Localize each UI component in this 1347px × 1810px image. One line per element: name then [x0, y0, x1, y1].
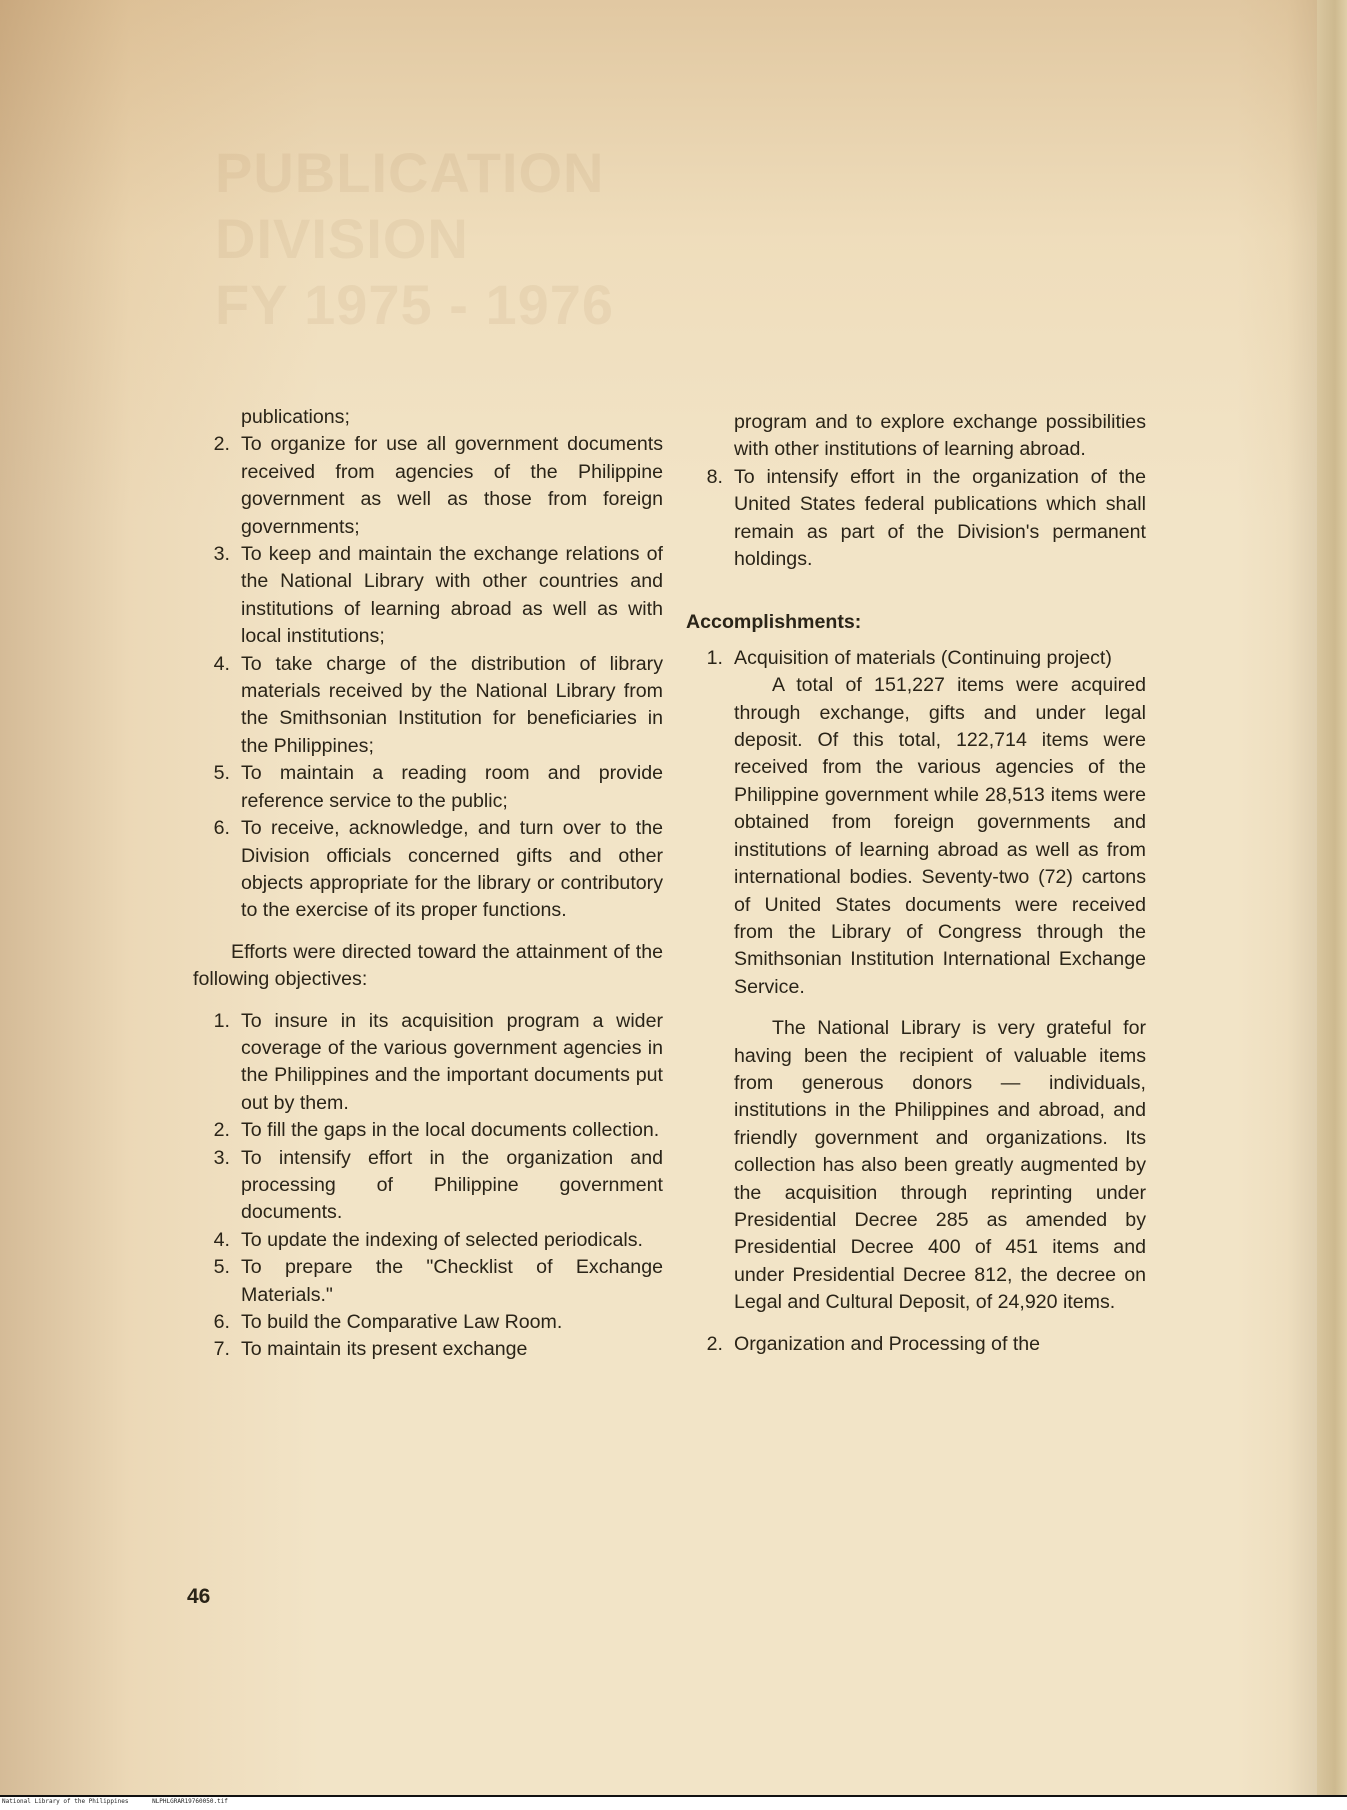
objective-item-number: 4. [213, 1228, 230, 1251]
function-item [193, 541, 663, 651]
objective-item-number: 1. [213, 1009, 230, 1032]
objective-item [193, 1336, 663, 1363]
function-item [193, 815, 663, 925]
accomplishments-heading: Accomplishments: [686, 611, 862, 634]
accomplishment-item-number: 2. [706, 1332, 723, 1355]
accomplishment-item [686, 1331, 1146, 1358]
objective-continuation-text: program and to explore exchange possibilities with other institutions of learning abroad. [734, 411, 1146, 461]
footer-file: NLPHLGRAR19760050.tif [152, 1798, 228, 1805]
footer-library: National Library of the Philippines [2, 1798, 129, 1805]
bleed-through-heading: PUBLICATION DIVISION FY 1975 - 1976 [215, 141, 615, 336]
function-item [193, 651, 663, 761]
objective-continuation [686, 409, 1146, 464]
objectives-intro: Efforts were directed toward the attainment of the following objectives: [193, 940, 663, 991]
objective-item-text: To intensify effort in the organization of the United States federal publications which shall remain as part of the Division's permanent holdings. [734, 465, 1146, 571]
accomplishment-item-title: Organization and Processing of the [734, 1332, 1041, 1355]
function-item-number: 2. [213, 433, 230, 456]
function-item-text: To organize for use all government documents received from agencies of the Philippine government as well as those from foreign governments; [241, 433, 663, 538]
objective-item [193, 1117, 663, 1144]
functions-continuation-text: publications; [241, 406, 350, 428]
objective-item-text: To insure in its acquisition program a wider coverage of the various government agencies in the Philippines and the important documents put out by them. [241, 1009, 663, 1114]
objective-item-number: 3. [213, 1146, 230, 1169]
right-column [686, 409, 1146, 1358]
objective-item-text: To maintain its present exchange [241, 1338, 528, 1361]
function-item-number: 4. [213, 652, 230, 675]
function-item-text: To maintain a reading room and provide reference service to the public; [241, 762, 663, 812]
accomplishment-item-title: Acquisition of materials (Continuing project) [734, 646, 1112, 669]
accomplishment-item-number: 1. [706, 646, 723, 669]
objective-item [193, 1254, 663, 1309]
objective-item-text: To intensify effort in the organization and processing of Philippine government documents. [241, 1146, 663, 1224]
objective-item-text: To prepare the "Checklist of Exchange Materials." [241, 1256, 663, 1306]
objective-item [686, 464, 1146, 574]
objective-item [193, 1227, 663, 1254]
objective-item-number: 5. [213, 1256, 230, 1279]
function-item-text: To take charge of the distribution of library materials received by the National Library from the Smithsonian Institution for beneficiaries in the Philippines; [241, 652, 663, 757]
objective-item-number: 6. [213, 1311, 230, 1333]
objective-item-text: To build the Comparative Law Room. [241, 1311, 563, 1333]
function-item-number: 5. [213, 762, 230, 785]
left-column [193, 404, 663, 1364]
function-item-text: To receive, acknowledge, and turn over to the Division officials concerned gifts and other objects appropriate for the library or contributory to the exercise of its proper functions. [241, 817, 663, 922]
page-edge-shadow [1317, 0, 1347, 1795]
objective-item-number: 2. [213, 1119, 230, 1142]
function-item-text: To keep and maintain the exchange relations of the National Library with other countries and institutions of learning abroad as well as with local institutions; [241, 543, 663, 648]
function-item-number: 6. [213, 817, 230, 840]
objective-item [193, 1008, 663, 1118]
grateful-paragraph-block [686, 1015, 1146, 1316]
objective-item-number: 7. [213, 1338, 230, 1361]
objective-item [193, 1309, 663, 1336]
acquisition-paragraph: A total of 151,227 items were acquired through exchange, gifts and under legal deposit. Of this total, 122,714 items were received from the various agencies of the Philippine government while 28,513 items were obtained from foreign governments and institutions of learning abroad as well as from international bodies. Seventy-two (72) cartons of United States documents were received from the Library of Congress through the Smithsonian Institution International Exchange Service. [734, 674, 1146, 998]
functions-continuation [193, 404, 663, 431]
accomplishment-item [686, 645, 1146, 672]
objective-item-text: To fill the gaps in the local documents collection. [241, 1119, 660, 1142]
objective-item [193, 1145, 663, 1227]
objective-item-number: 8. [706, 465, 723, 488]
function-item [193, 760, 663, 815]
acquisition-paragraph-block [686, 672, 1146, 1001]
grateful-paragraph: The National Library is very grateful for having been the recipient of valuable items from generous donors — individuals, institutions in the Philippines and abroad, and friendly government and organizations. Its collection has also been greatly augmented by the acquisition through reprinting under Presidential Decree 285 as amended by Presidential Decree 400 of 451 items and under Presidential Decree 812, the decree on Legal and Cultural Deposit, of 24,920 items. [734, 1017, 1146, 1314]
function-item [193, 431, 663, 541]
page-number: 46 [187, 1585, 211, 1608]
function-item-number: 3. [213, 543, 230, 566]
objective-item-text: To update the indexing of selected periodicals. [241, 1228, 643, 1251]
